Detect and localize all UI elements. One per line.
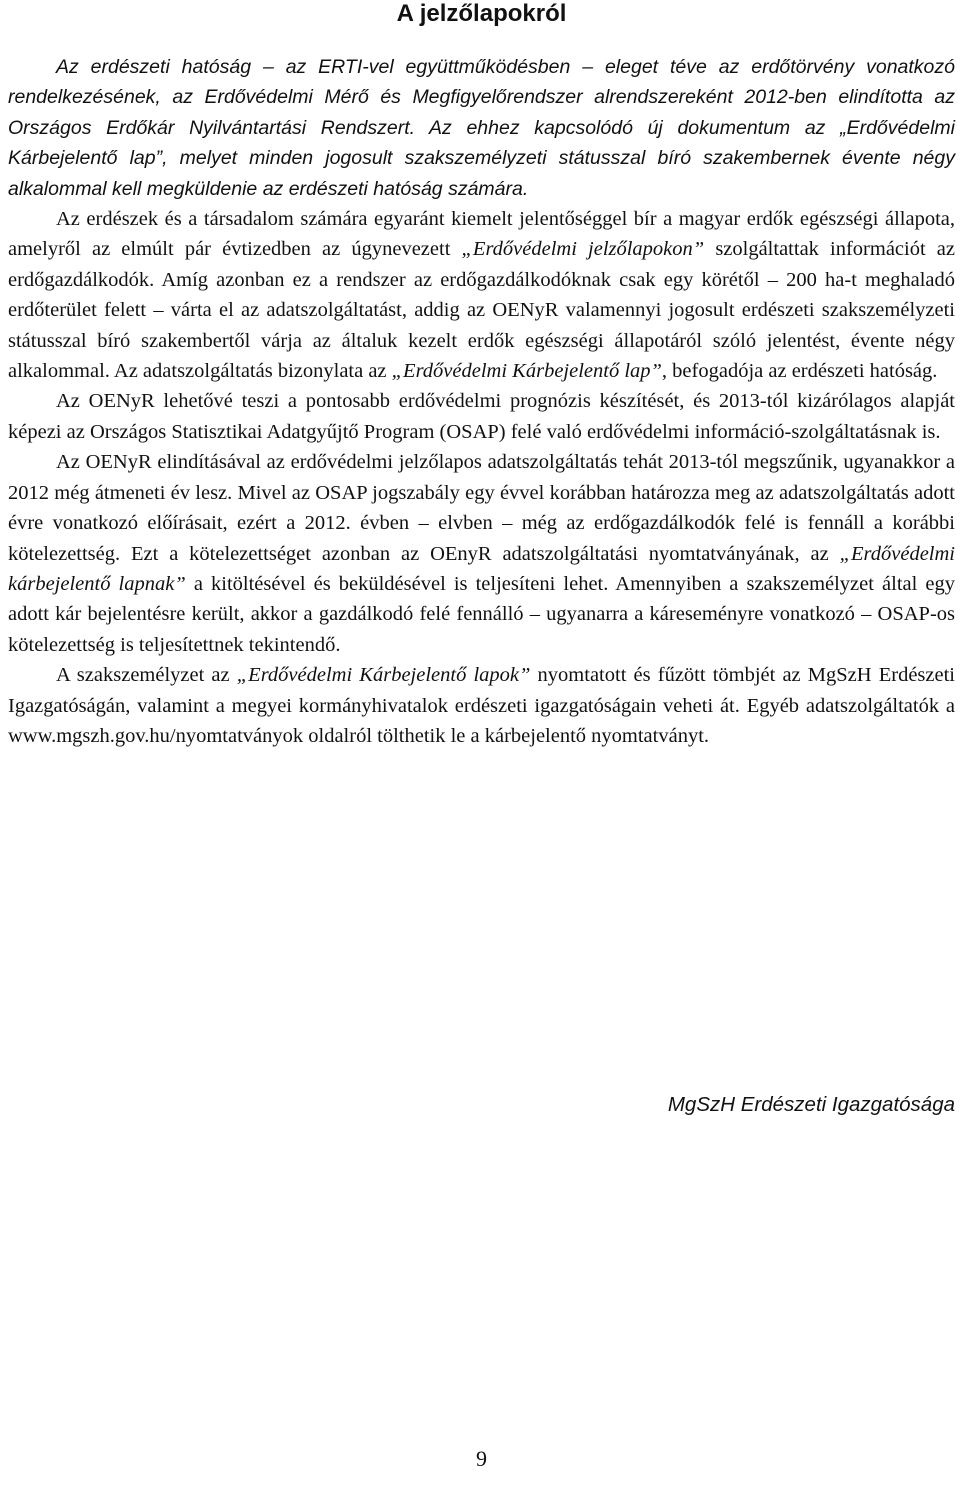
paragraph-4-part-a: A szakszemélyzet az (56, 664, 237, 687)
intro-lead: Az erdészeti hatóság – az ERTI-vel együttműködésben – eleget téve az erdőtörvény vonatkozó rendelkezésének, az Erdővédelmi Mérő és Megfigyelőrendszer alrendszereként 2012-ben elindította az Országos Erdőkár Nyilvántartási Rendszert. (8, 56, 955, 139)
paragraph-3-part-a: Az OENyR elindításával az erdővédelmi jelzőlapos adatszolgáltatás tehát 2013-tól megszűnik, ugyanakkor a 2012 még átmeneti év lesz. Mivel az OSAP jogszabály egy évvel korábban határozza meg az adatszolgáltatás adott évre vonatkozó előírásait, ezért a 2012. évben – elvben – még az erdőgazdálkodók felé is fennáll a korábbi kötelezettség. Ezt a kötelezettséget azonban az OEnyR adatszolgáltatási nyomtatványának, az (8, 451, 955, 565)
paragraph-2: Az OENyR lehetővé teszi a pontosabb erdővédelmi prognózis készítését, és 2013-tól kizárólagos alapját képezi az Országos Statisztikai Adatgyűjtő Program (OSAP) felé való erdővédelmi információ-szolgáltatásnak is. (8, 390, 955, 443)
paragraph-4 (8, 660, 955, 751)
paragraph-4-italic-1: „Erdővédelmi Kárbejelentő lapok” (236, 664, 531, 687)
paragraph-3 (8, 447, 955, 660)
paragraph-1-part-b: szolgáltattak információt az erdőgazdálkodók. Amíg azonban ez a rendszer az erdőgazdálkodóknak csak egy körétől – 200 ha-t meghaladó erdőterület felett – várta el az adatszolgáltatást, addig az OENyR valamennyi jogosult erdészeti szakszemélyzeti státusszal bíró szakembertől várja az általuk kezelt erdők egészségi állapotáról szóló jelentést, évente négy alkalommal. Az adatszolgáltatás bizonylata az (8, 238, 955, 383)
paragraph-3-part-b: a kitöltésével és beküldésével is teljesíteni lehet. Amennyiben a szakszemélyzet által egy adott kár bejelentésre került, akkor a gazdálkodó felé fennálló – ugyanarra a káreseményre vonatkozó – OSAP-os kötelezettség is teljesítettnek tekintendő. (8, 572, 956, 656)
intro-paragraph (8, 52, 955, 204)
page-number: 9 (476, 1446, 487, 1471)
paragraph-4-part-b: nyomtatott és fűzött tömbjét az MgSzH Erdészeti Igazgatóságán, valamint a megyei kormányhivatalok erdészeti igazgatóságain veheti át. Egyéb adatszolgáltatók a www.mgszh.gov.hu/nyomtatványok oldalról tölthetik le a kárbejelentő nyomtatványt. (8, 664, 955, 747)
paragraph-1-italic-2: „Erdővédelmi Kárbejelentő lap” (391, 360, 662, 383)
page-title: A jelzőlapokról (396, 0, 567, 27)
paragraph-1-italic-1: „Erdővédelmi jelzőlapokon” (461, 238, 705, 261)
paragraph-1-part-c: , befogadója az erdészeti hatóság. (661, 360, 938, 383)
document-page (8, 0, 955, 1502)
paragraph-1 (8, 204, 955, 386)
body-text (8, 52, 955, 751)
paragraph-3-italic-1: „Erdővédelmi kárbejelentő lapnak” (8, 542, 955, 595)
paragraph-1-part-a: Az erdészek és a társadalom számára egyaránt kiemelt jelentőséggel bír a magyar erdők egészségi állapota, amelyről az elmúlt pár évtizedben az úgynevezett (8, 208, 955, 261)
intro-rest: Az ehhez kapcsolódó új dokumentum az „Erdővédelmi Kárbejelentő lap”, melyet minden jogosult szakszemélyzeti státusszal bíró szakembernek évente négy alkalommal kell megküldenie az erdészeti hatóság számára. (8, 116, 955, 200)
signature: MgSzH Erdészeti Igazgatósága (667, 1093, 955, 1116)
